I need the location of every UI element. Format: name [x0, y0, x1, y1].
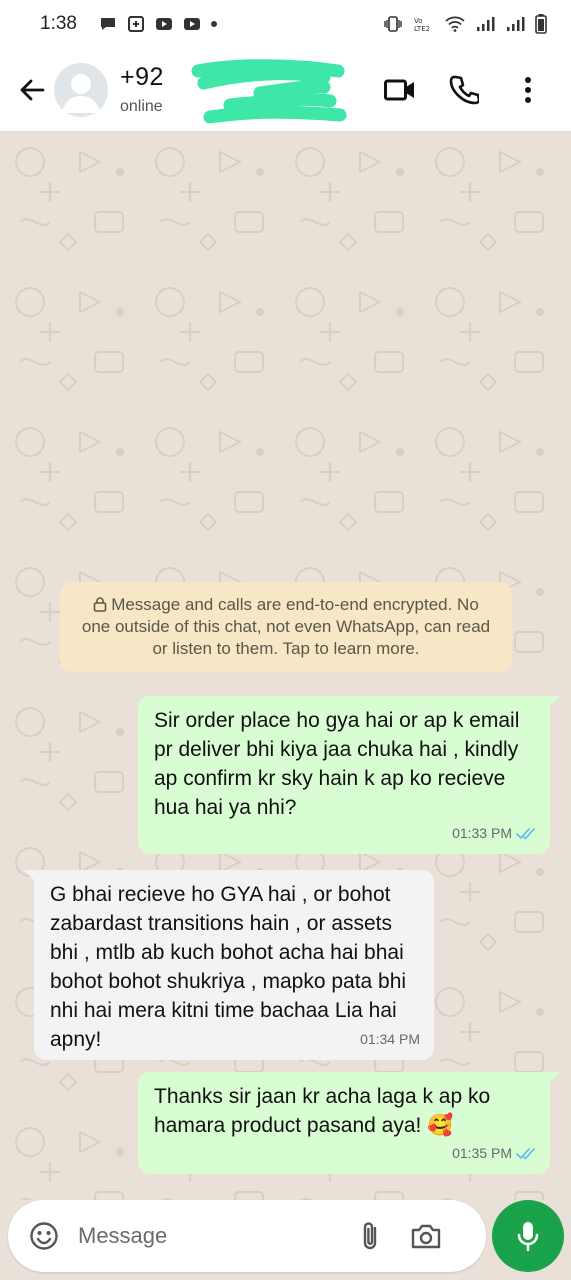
- video-call-icon: [384, 78, 416, 102]
- voice-message-button[interactable]: [492, 1200, 564, 1272]
- redaction-scribble: [170, 57, 350, 127]
- signal-icon: [475, 16, 495, 32]
- youtube-icon: [155, 16, 173, 32]
- camera-button[interactable]: [406, 1216, 446, 1256]
- message-composer: [8, 1200, 486, 1272]
- contact-name: +92: [120, 63, 164, 91]
- chat-area[interactable]: [0, 132, 571, 1200]
- message-text: G bhai recieve ho GYA hai , or bohot zabardast transitions hain , or assets bhi , mtlb ab kuch bohot acha hai bhai bohot bohot shukriya , mapko pata bhi nhi hai mera kitni time bachaa Lia hai apny!: [50, 883, 407, 1051]
- message-meta: [452, 819, 536, 848]
- more-options-icon: [524, 76, 532, 104]
- message-time: 01:35 PM: [452, 1145, 512, 1161]
- wifi-icon: [445, 16, 465, 32]
- microphone-icon: [516, 1220, 540, 1252]
- emoji-icon: [29, 1221, 59, 1251]
- app-notification-icon: [127, 16, 145, 32]
- message-bubble-outgoing[interactable]: [138, 1072, 550, 1174]
- system-icons: [383, 14, 547, 34]
- svg-text:LTE2: LTE2: [414, 25, 431, 33]
- message-text: Thanks sir jaan kr acha laga k ap ko hamara product pasand aya! 🥰: [154, 1085, 491, 1137]
- lock-icon: [93, 596, 107, 612]
- signal-icon-2: [505, 16, 525, 32]
- contact-info[interactable]: [120, 63, 350, 116]
- message-meta: [452, 1139, 536, 1168]
- message-input[interactable]: [78, 1223, 328, 1249]
- message-text: Sir order place ho gya hai or ap k email pr deliver bhi kiya jaa chuka hai , kindly ap confirm kr sky hain k ap ko recieve hua hai ya nhi?: [154, 709, 520, 819]
- battery-icon: [535, 14, 547, 34]
- emoji-button[interactable]: [24, 1216, 64, 1256]
- message-time: 01:34 PM: [360, 1031, 420, 1047]
- volte-icon: [413, 15, 435, 33]
- message-bubble-incoming[interactable]: [34, 870, 434, 1060]
- bubble-tail: [24, 870, 36, 882]
- avatar[interactable]: [54, 63, 108, 117]
- camera-icon: [410, 1222, 442, 1250]
- back-arrow-icon: [18, 76, 46, 104]
- more-options-button[interactable]: [511, 73, 545, 107]
- vibrate-icon: [383, 16, 403, 32]
- avatar-icon: [54, 63, 108, 117]
- status-bar: [0, 0, 571, 48]
- chat-header: [0, 48, 571, 132]
- double-check-icon: [516, 828, 536, 840]
- bubble-tail: [548, 696, 560, 708]
- status-time: 1:38: [40, 13, 77, 34]
- message-time: 01:33 PM: [452, 825, 512, 841]
- youtube-icon-2: [183, 16, 201, 32]
- paperclip-icon: [359, 1220, 381, 1252]
- chat-bubble-icon: [99, 16, 117, 32]
- double-check-icon: [516, 1148, 536, 1160]
- encryption-notice-text: Message and calls are end-to-end encrypted. No one outside of this chat, not even WhatsApp, can read or listen to them. Tap to learn more.: [81, 595, 491, 658]
- contact-status: online: [120, 98, 163, 115]
- video-call-button[interactable]: [383, 73, 417, 107]
- message-meta: [360, 1025, 420, 1054]
- attach-button[interactable]: [352, 1216, 388, 1256]
- encryption-notice[interactable]: [60, 582, 512, 672]
- phone-icon: [449, 75, 479, 105]
- header-actions: [383, 73, 545, 107]
- message-bubble-outgoing[interactable]: [138, 696, 550, 854]
- bubble-tail: [548, 1072, 560, 1084]
- voice-call-button[interactable]: [447, 73, 481, 107]
- notification-icons: [99, 16, 217, 32]
- svg-text:Vo: Vo: [414, 17, 423, 25]
- more-notifications-dot: [211, 21, 217, 27]
- back-button[interactable]: [12, 70, 52, 110]
